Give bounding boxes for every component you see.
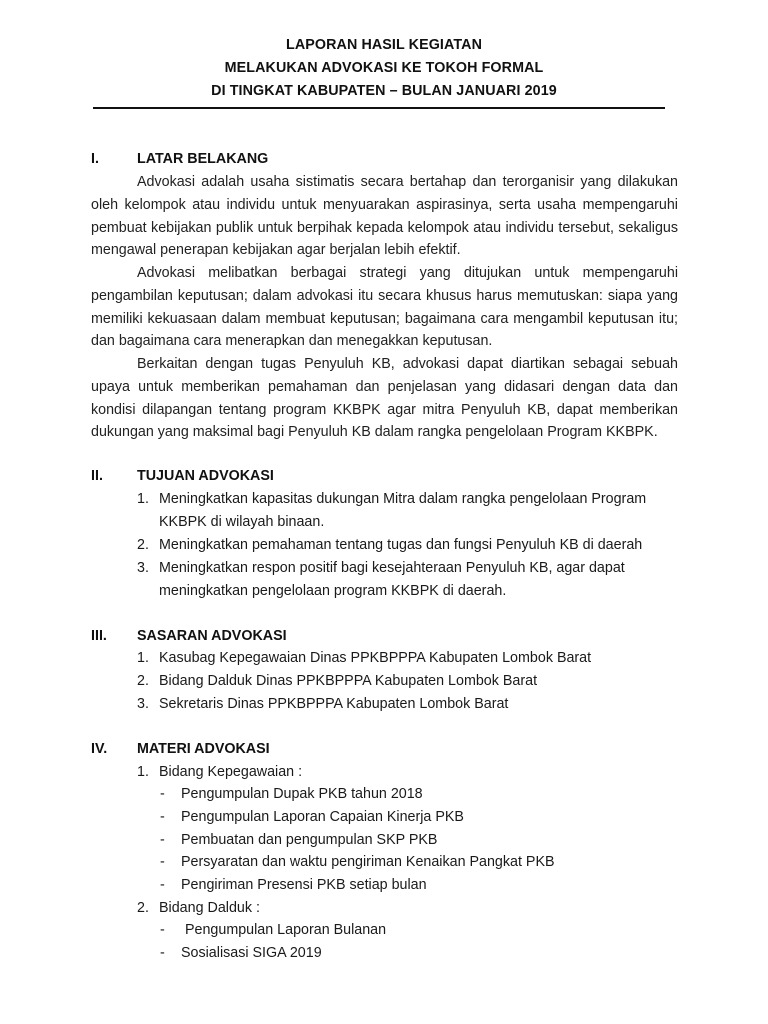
bullet-item	[160, 783, 680, 806]
list-number: 1.	[137, 650, 149, 666]
section-number: II.	[91, 468, 103, 484]
paragraph: Advokasi adalah usaha sistimatis secara bertahap dan terorganisir yang dilakukan oleh kelompok atau individu untuk menyuarakan aspirasinya, serta usaha mempengaruhi pembuat kebijakan publik untuk berpihak kepada kelompok atau individu tersebut, sekaligus mengawal penerapan kebijakan agar berjalan lebih efektif.	[91, 174, 678, 259]
list-item	[137, 557, 677, 603]
list-item	[137, 534, 677, 557]
bullet-text: Pengumpulan Laporan Capaian Kinerja PKB	[181, 809, 464, 825]
dash-bullet: -	[160, 922, 165, 938]
list-text: Sekretaris Dinas PPKBPPPA Kabupaten Lombok Barat	[159, 696, 509, 712]
list-text: Kasubag Kepegawaian Dinas PPKBPPPA Kabupaten Lombok Barat	[159, 650, 592, 666]
dash-bullet: -	[160, 854, 165, 870]
bullet-item	[160, 806, 680, 829]
dash-bullet: -	[160, 832, 165, 848]
bullet-text: Pengumpulan Laporan Bulanan	[181, 922, 387, 938]
section-number: IV.	[91, 741, 108, 757]
bullet-item	[160, 919, 680, 942]
bullet-item	[160, 851, 680, 874]
list-number: 2.	[137, 900, 149, 916]
dash-bullet: -	[160, 786, 165, 802]
group-heading	[137, 761, 677, 784]
section-number: I.	[91, 151, 99, 167]
list-item	[137, 670, 677, 693]
paragraph: Berkaitan dengan tugas Penyuluh KB, advokasi dapat diartikan sebagai sebuah upaya untuk memberikan pemahaman dan penjelasan yang didasari dengan data dan kondisi dilapangan tentang program KKBPK agar mitra Penyuluh KB, dapat memberikan dukungan yang maksimal bagi Penyuluh KB dalam rangka pengelolaan Program KKBPK.	[91, 356, 678, 441]
list-number: 1.	[137, 764, 149, 780]
bullet-item	[160, 829, 680, 852]
list-text: Meningkatkan respon positif bagi kesejahteraan Penyuluh KB, agar dapat meningkatkan pengelolaan program KKBPK di daerah.	[159, 560, 625, 599]
paragraph: Advokasi melibatkan berbagai strategi yang ditujukan untuk mempengaruhi pengambilan keputusan; dalam advokasi itu secara khusus harus memutuskan: siapa yang memiliki kekuasaan dalam membuat keputusan; bagaimana cara mengambil keputusan itu; dan bagaimana cara menerapkan dan menegakkan keputusan.	[91, 265, 678, 350]
header-divider	[93, 107, 665, 109]
section-title-materi-advokasi: MATERI ADVOKASI	[137, 741, 270, 757]
section-title-latar-belakang: LATAR BELAKANG	[137, 151, 269, 167]
bullet-text: Pengumpulan Dupak PKB tahun 2018	[181, 786, 423, 802]
list-number: 3.	[137, 696, 149, 712]
bullet-text: Persyaratan dan waktu pengiriman Kenaikan Pangkat PKB	[181, 854, 555, 870]
list-number: 2.	[137, 673, 149, 689]
group-heading	[137, 897, 677, 920]
list-item	[137, 647, 677, 670]
section-title-sasaran-advokasi: SASARAN ADVOKASI	[137, 628, 287, 644]
bullet-item	[160, 874, 680, 897]
list-text: Bidang Dalduk Dinas PPKBPPPA Kabupaten Lombok Barat	[159, 673, 538, 689]
group-label: Bidang Kepegawaian :	[159, 764, 303, 780]
report-subtitle: MELAKUKAN ADVOKASI KE TOKOH FORMAL	[224, 60, 544, 76]
report-title: LAPORAN HASIL KEGIATAN	[285, 37, 482, 53]
list-text: Meningkatkan kapasitas dukungan Mitra dalam rangka pengelolaan Program KKBPK di wilayah binaan.	[159, 491, 647, 530]
list-number: 3.	[137, 560, 149, 576]
list-number: 1.	[137, 491, 149, 507]
group-label: Bidang Dalduk :	[159, 900, 260, 916]
list-item	[137, 488, 677, 534]
bullet-item	[160, 942, 680, 965]
list-text: Meningkatkan pemahaman tentang tugas dan fungsi Penyuluh KB di daerah	[159, 537, 643, 553]
dash-bullet: -	[160, 809, 165, 825]
dash-bullet: -	[160, 877, 165, 893]
section-title-tujuan-advokasi: TUJUAN ADVOKASI	[137, 468, 274, 484]
bullet-text: Pembuatan dan pengumpulan SKP PKB	[181, 832, 438, 848]
bullet-text: Sosialisasi SIGA 2019	[181, 945, 322, 961]
section-number: III.	[91, 628, 107, 644]
bullet-text: Pengiriman Presensi PKB setiap bulan	[181, 877, 427, 893]
list-number: 2.	[137, 537, 149, 553]
report-period: DI TINGKAT KABUPATEN – BULAN JANUARI 2019	[211, 83, 557, 99]
dash-bullet: -	[160, 945, 165, 961]
list-item	[137, 693, 677, 716]
